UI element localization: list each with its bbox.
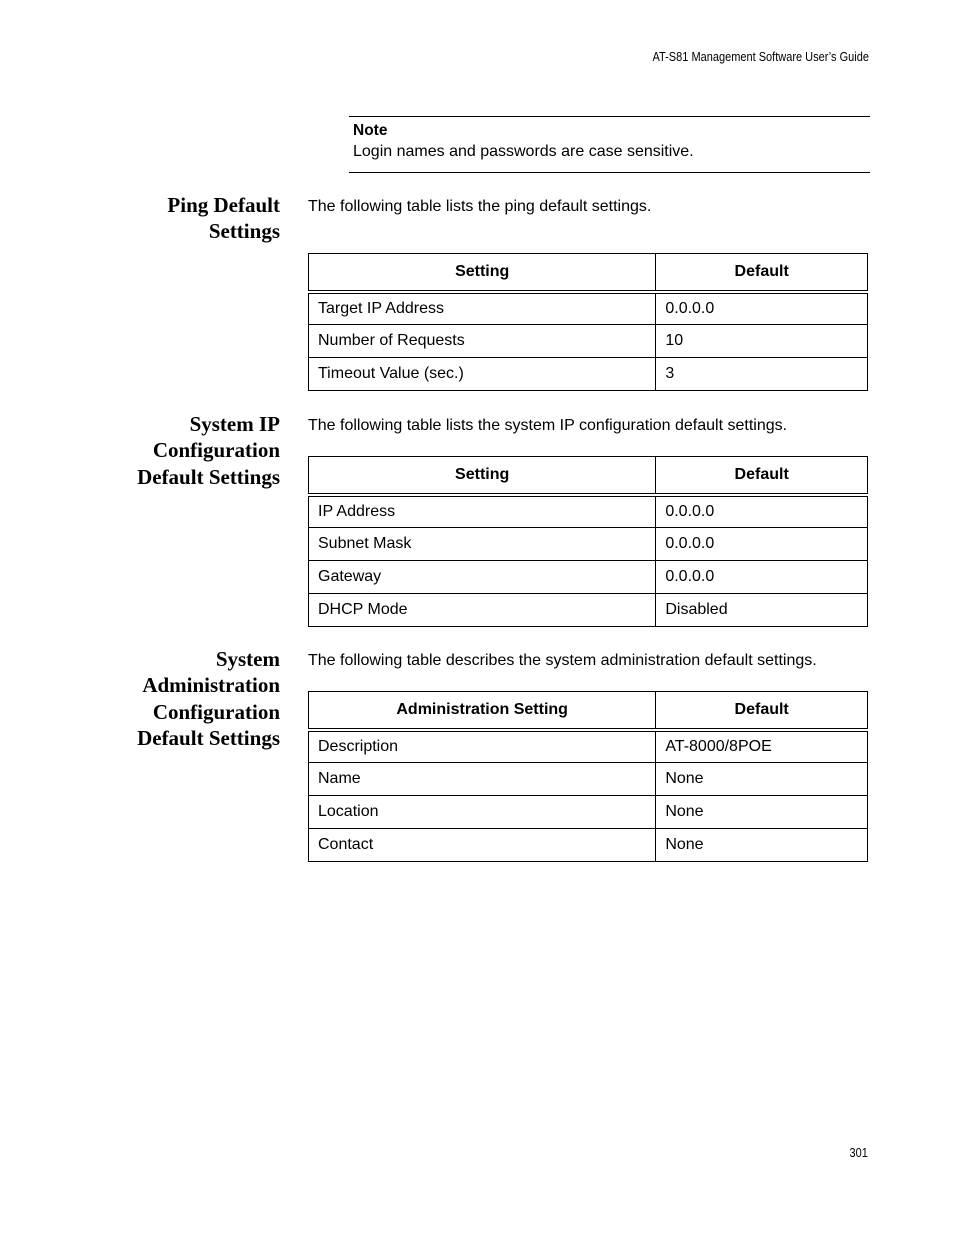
table-header-row [309,254,868,292]
setting-cell: Gateway [309,561,656,594]
column-header: Default [656,254,868,292]
default-cell: Disabled [656,594,868,627]
table-row [309,325,868,358]
default-cell: 0.0.0.0 [656,561,868,594]
heading-line: System [215,647,280,671]
setting-cell: Subnet Mask [309,528,656,561]
heading-line: Default Settings [137,726,280,751]
table-header-row [309,457,868,495]
setting-cell: Contact [309,829,656,862]
section-intro-ping: The following table lists the ping default settings. [308,198,652,215]
note-box [349,116,870,173]
page-number: 301 [849,1146,868,1160]
heading-line: Default Settings [137,464,280,489]
heading-line: Configuration [152,438,280,463]
setting-cell: Location [309,796,656,829]
column-header: Setting [309,457,656,495]
setting-cell: Target IP Address [309,292,656,325]
heading-line: Configuration [152,699,280,724]
setting-cell: Description [309,730,656,763]
default-cell: 0.0.0.0 [656,292,868,325]
heading-line: Settings [208,219,280,244]
default-cell: None [656,829,868,862]
column-header: Default [656,457,868,495]
table-row [309,730,868,763]
default-cell: 3 [656,358,868,391]
setting-cell: Number of Requests [309,325,656,358]
table-header-row [309,692,868,730]
table-row [309,763,868,796]
table-row [309,528,868,561]
column-header: Setting [309,254,656,292]
heading-line: System IP [189,412,280,436]
note-label: Note [353,122,388,139]
ping-defaults-table [308,253,868,391]
system-ip-defaults-table [308,456,868,627]
setting-cell: Timeout Value (sec.) [309,358,656,391]
system-administration-defaults-table [308,691,868,862]
default-cell: 0.0.0.0 [656,495,868,528]
setting-cell: IP Address [309,495,656,528]
setting-cell: DHCP Mode [309,594,656,627]
table-row [309,561,868,594]
default-cell: None [656,763,868,796]
section-heading-ping [167,192,280,245]
note-text: Login names and passwords are case sensitive. [353,143,694,160]
table-row [309,358,868,391]
default-cell: None [656,796,868,829]
running-header: AT-S81 Management Software User’s Guide [652,50,869,64]
default-cell: AT-8000/8POE [656,730,868,763]
default-cell: 10 [656,325,868,358]
section-heading-system-ip [137,411,280,490]
section-intro-system-ip: The following table lists the system IP configuration default settings. [308,417,788,434]
heading-line: Ping Default [167,193,280,217]
default-cell: 0.0.0.0 [656,528,868,561]
table-row [309,829,868,862]
column-header: Default [656,692,868,730]
table-row [309,292,868,325]
table-row [309,495,868,528]
column-header: Administration Setting [309,692,656,730]
setting-cell: Name [309,763,656,796]
section-heading-system-administration [137,646,280,752]
table-row [309,796,868,829]
table-row [309,594,868,627]
section-intro-system-administration: The following table describes the system administration default settings. [308,652,817,669]
heading-line: Administration [142,673,280,698]
